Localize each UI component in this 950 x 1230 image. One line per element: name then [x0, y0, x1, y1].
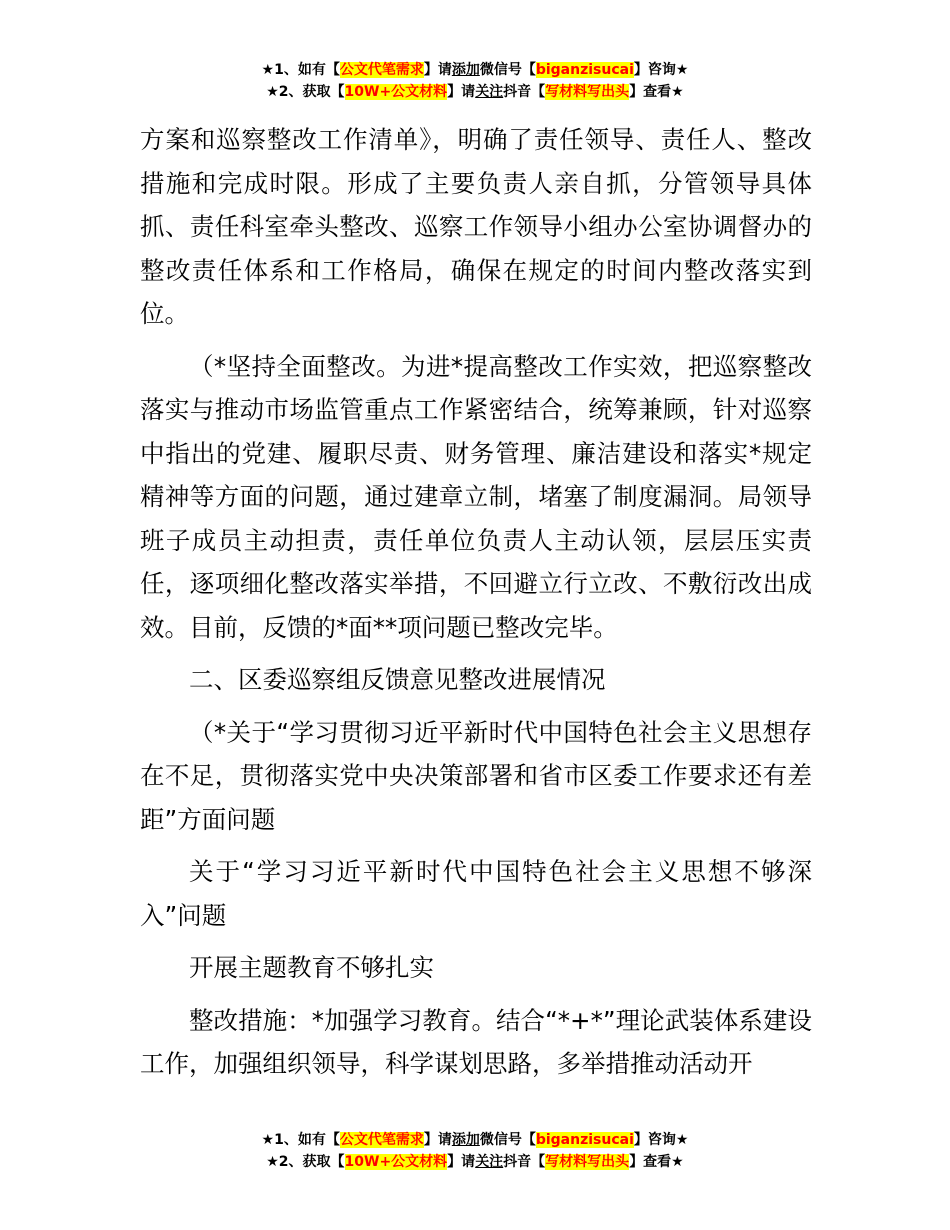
banner-line-1: [0, 59, 950, 81]
banner-text: ★1、如有【: [261, 62, 340, 78]
banner-text: ★1、如有【: [261, 1132, 340, 1148]
paragraph-1: 方案和巡察整改工作清单》，明确了责任领导、责任人、整改措施和完成时限。形成了主要负责人亲自抓，分管领导具体抓、责任科室牵头整改、巡察工作领导小组办公室协调督办的整改责任体系和工作格局，确保在规定的时间内整改落实到位。: [140, 125, 812, 328]
banner-text: ★2、获取【: [266, 84, 345, 100]
banner-text: 】请: [423, 1132, 452, 1148]
section-heading: 二、区委巡察组反馈意见整改进展情况: [189, 665, 606, 694]
paragraph-6: 开展主题教育不够扎实: [189, 953, 434, 982]
paragraph-5: 关于“学习习近平新时代中国特色社会主义思想不够深入”问题: [140, 857, 812, 930]
highlight-text: biganzisucai: [535, 1132, 634, 1148]
banner-text: 】请: [447, 1154, 476, 1170]
banner-text: 抖音【: [503, 84, 546, 100]
highlight-text: 10W+公文材料: [344, 1154, 448, 1170]
highlight-text: 公文代笔需求: [339, 1132, 424, 1148]
banner-text: 】咨询★: [633, 1132, 689, 1148]
paragraph-7: 整改措施：*加强学习教育。结合“*+*”理论武装体系建设工作，加强组织领导，科学谋划思路，多举措推动活动开: [140, 1005, 812, 1078]
banner-text: 】请: [423, 62, 452, 78]
highlight-text: 写材料写出头: [545, 84, 630, 100]
highlight-text: 写材料写出头: [545, 1154, 630, 1170]
banner-line-1: [0, 1129, 950, 1151]
banner-text: 微信号【: [479, 1132, 536, 1148]
banner-line-2: [0, 81, 950, 103]
highlight-text: 10W+公文材料: [344, 84, 448, 100]
paragraph-2: （*坚持全面整改。为进*提高整改工作实效，把巡察整改落实与推动市场监管重点工作紧密结合，统筹兼顾，针对巡察中指出的党建、履职尽责、财务管理、廉洁建设和落实*规定精神等方面的问题，通过建章立制，堵塞了制度漏洞。局领导班子成员主动担责，责任单位负责人主动认领，层层压实责任，逐项细化整改落实举措，不回避立行立改、不敷衍改出成效。目前，反馈的*面**项问题已整改完毕。: [140, 351, 812, 642]
banner-text: 】咨询★: [633, 62, 689, 78]
underlined-text: 关注: [475, 1154, 504, 1170]
banner-text: 】查看★: [629, 84, 684, 100]
paragraph-4: （*关于“学习贯彻习近平新时代中国特色社会主义思想存在不足，贯彻落实党中央决策部署和省市区委工作要求还有差距”方面问题: [140, 717, 812, 834]
footer-banner: [0, 1129, 950, 1173]
banner-text: 抖音【: [503, 1154, 546, 1170]
highlight-text: 公文代笔需求: [339, 62, 424, 78]
banner-text: 】请: [447, 84, 476, 100]
header-banner: [0, 59, 950, 103]
underlined-text: 添加: [451, 62, 480, 78]
document-body: [140, 118, 812, 1095]
underlined-text: 关注: [475, 84, 504, 100]
highlight-text: biganzisucai: [535, 62, 634, 78]
banner-text: 微信号【: [479, 62, 536, 78]
banner-line-2: [0, 1151, 950, 1173]
banner-text: ★2、获取【: [266, 1154, 345, 1170]
banner-text: 】查看★: [629, 1154, 684, 1170]
underlined-text: 添加: [451, 1132, 480, 1148]
